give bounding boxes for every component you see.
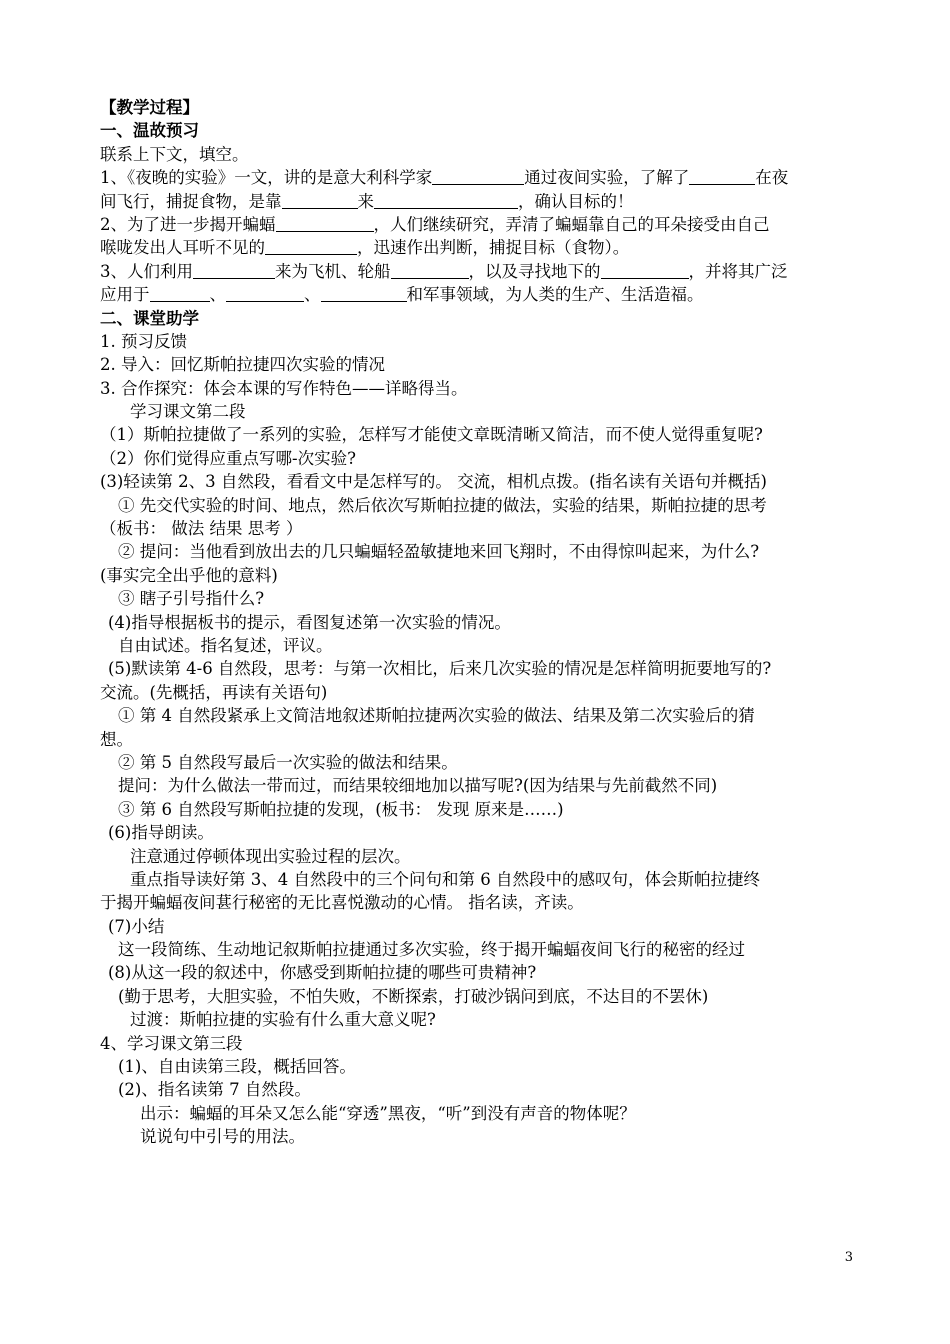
- body-line: 1. 预习反馈: [100, 331, 187, 351]
- question-text: 应用于: [100, 285, 150, 305]
- question-line: [100, 260, 852, 283]
- document-body: [100, 96, 852, 1149]
- body-line: (5)默读第 4-6 自然段，思考：与第一次相比，后来几次实验的情况是怎样简明扼要地写的?: [108, 659, 772, 679]
- body-line: 提问：为什么做法一带而过，而结果较细地加以描写呢?(因为结果与先前截然不同): [118, 776, 718, 796]
- body-line: 于揭开蝙蝠夜间葚行秘密的无比喜悦激动的心情。 指名读，齐读。: [100, 893, 584, 913]
- blank-field[interactable]: [193, 262, 275, 279]
- body-line: 注意通过停顿体现出实验过程的层次。: [130, 846, 411, 866]
- blank-field[interactable]: [374, 192, 518, 209]
- question-text: 2、为了进一步揭开蝙蝠: [100, 214, 276, 234]
- question-text: 1、《夜晚的实验》一文，讲的是意大利科学家: [100, 168, 433, 188]
- question-text: 在夜: [755, 168, 789, 188]
- body-line: (8)从这一段的叙述中，你感受到斯帕拉捷的哪些可贵精神?: [108, 963, 537, 983]
- body-line: 这一段简练、生动地记叙斯帕拉捷通过多次实验，终于揭开蝙蝠夜间飞行的秘密的经过: [118, 940, 745, 960]
- body-line: ② 提问：当他看到放出去的几只蝙蝠轻盈敏捷地来回飞翔时，不由得惊叫起来，为什么?: [118, 542, 760, 562]
- question-line: [100, 190, 852, 213]
- instruction-text: 联系上下文，填空。: [100, 144, 249, 164]
- body-line: (3)轻读第 2、3 自然段，看看文中是怎样写的。 交流，相机点拨。(指名读有关语句并概括): [100, 472, 767, 492]
- question-text: 、: [304, 285, 321, 305]
- question-text: 通过夜间实验，了解了: [524, 168, 690, 188]
- body-line: 交流。(先概括，再读有关语句): [100, 682, 328, 702]
- body-line: (事实完全出乎他的意料): [100, 565, 278, 585]
- blank-field[interactable]: [391, 262, 469, 279]
- question-text: ，并将其广泛: [688, 261, 788, 281]
- question-text: ，人们继续研究，弄清了蝙蝠靠自己的耳朵接受由自己: [373, 214, 770, 234]
- body-line: 重点指导读好第 3、4 自然段中的三个问句和第 6 自然段中的感叹句，体会斯帕拉捷终: [130, 869, 760, 889]
- blank-field[interactable]: [321, 285, 407, 302]
- body-line: （1）斯帕拉捷做了一系列的实验，怎样写才能使文章既清晰又简洁，而不使人觉得重复呢?: [100, 425, 763, 445]
- question-text: 喉咙发出人耳听不见的: [100, 238, 265, 258]
- body-line: 4、学习课文第三段: [100, 1033, 243, 1053]
- blank-field[interactable]: [265, 238, 357, 255]
- body-line: 自由试述。指名复述，评议。: [118, 635, 333, 655]
- question-line: [100, 166, 852, 189]
- body-line: (4)指导根据板书的提示，看图复述第一次实验的情况。: [108, 612, 511, 632]
- question-text: ，以及寻找地下的: [468, 261, 601, 281]
- question-text: 来: [357, 191, 374, 211]
- body-line: ③ 第 6 自然段写斯帕拉捷的发现，(板书： 发现 原来是……): [118, 799, 564, 819]
- body-line: ③ 瞎子引号指什么?: [118, 589, 265, 609]
- page-number: 3: [844, 1250, 853, 1265]
- section-title-classroom: 二、课堂助学: [100, 308, 199, 328]
- section-title-review: 一、温故预习: [100, 121, 199, 141]
- body-line: (2)、指名读第 7 自然段。: [118, 1080, 311, 1100]
- question-text: 来为飞机、轮船: [275, 261, 391, 281]
- body-line: 2. 导入：回忆斯帕拉捷四次实验的情况: [100, 355, 385, 375]
- body-line: 出示：蝙蝠的耳朵又怎么能“穿透”黑夜，“听”到没有声音的物体呢？: [140, 1103, 636, 1123]
- blank-field[interactable]: [150, 285, 210, 302]
- question-text: 和军事领域，为人类的生产、生活造福。: [406, 285, 704, 305]
- body-line: ① 第 4 自然段紧承上文简洁地叙述斯帕拉捷两次实验的做法、结果及第二次实验后的猜: [118, 706, 755, 726]
- body-line: ① 先交代实验的时间、地点，然后依次写斯帕拉捷的做法，实验的结果，斯帕拉捷的思考: [118, 495, 767, 515]
- blank-field[interactable]: [282, 192, 358, 209]
- body-line: ② 第 5 自然段写最后一次实验的做法和结果。: [118, 752, 458, 772]
- body-line: 过渡：斯帕拉捷的实验有什么重大意义呢?: [130, 1010, 436, 1030]
- section-heading: 【教学过程】: [100, 98, 199, 117]
- body-line: (勤于思考，大胆实验，不怕失败，不断探索，打破沙锅问到底，不达目的不罢休): [118, 986, 709, 1006]
- question-text: 间飞行，捕捉食物，是靠: [100, 191, 282, 211]
- blank-field[interactable]: [601, 262, 689, 279]
- body-line: 学习课文第二段: [130, 402, 246, 422]
- question-text: 3、人们利用: [100, 261, 193, 281]
- question-line: [100, 283, 852, 306]
- question-line: [100, 236, 852, 259]
- body-line: （板书： 做法 结果 思考 ）: [100, 519, 303, 539]
- question-text: 、: [209, 285, 226, 305]
- body-line: (6)指导朗读。: [108, 823, 214, 843]
- blank-field[interactable]: [276, 215, 374, 232]
- body-line: 想。: [100, 729, 133, 749]
- blank-field[interactable]: [226, 285, 304, 302]
- body-line: (7)小结: [108, 916, 165, 936]
- body-line: （2）你们觉得应重点写哪-次实验?: [100, 448, 356, 468]
- question-text: ，确认目标的！: [518, 191, 634, 211]
- blank-field[interactable]: [432, 168, 524, 185]
- question-text: ，迅速作出判断，捕捉目标（食物）。: [357, 238, 630, 258]
- body-line: (1)、自由读第三段，概括回答。: [118, 1057, 356, 1077]
- blank-field[interactable]: [689, 168, 755, 185]
- body-line: 说说句中引号的用法。: [140, 1127, 305, 1147]
- question-line: [100, 213, 852, 236]
- body-line: 3. 合作探究：体会本课的写作特色——详略得当。: [100, 378, 468, 398]
